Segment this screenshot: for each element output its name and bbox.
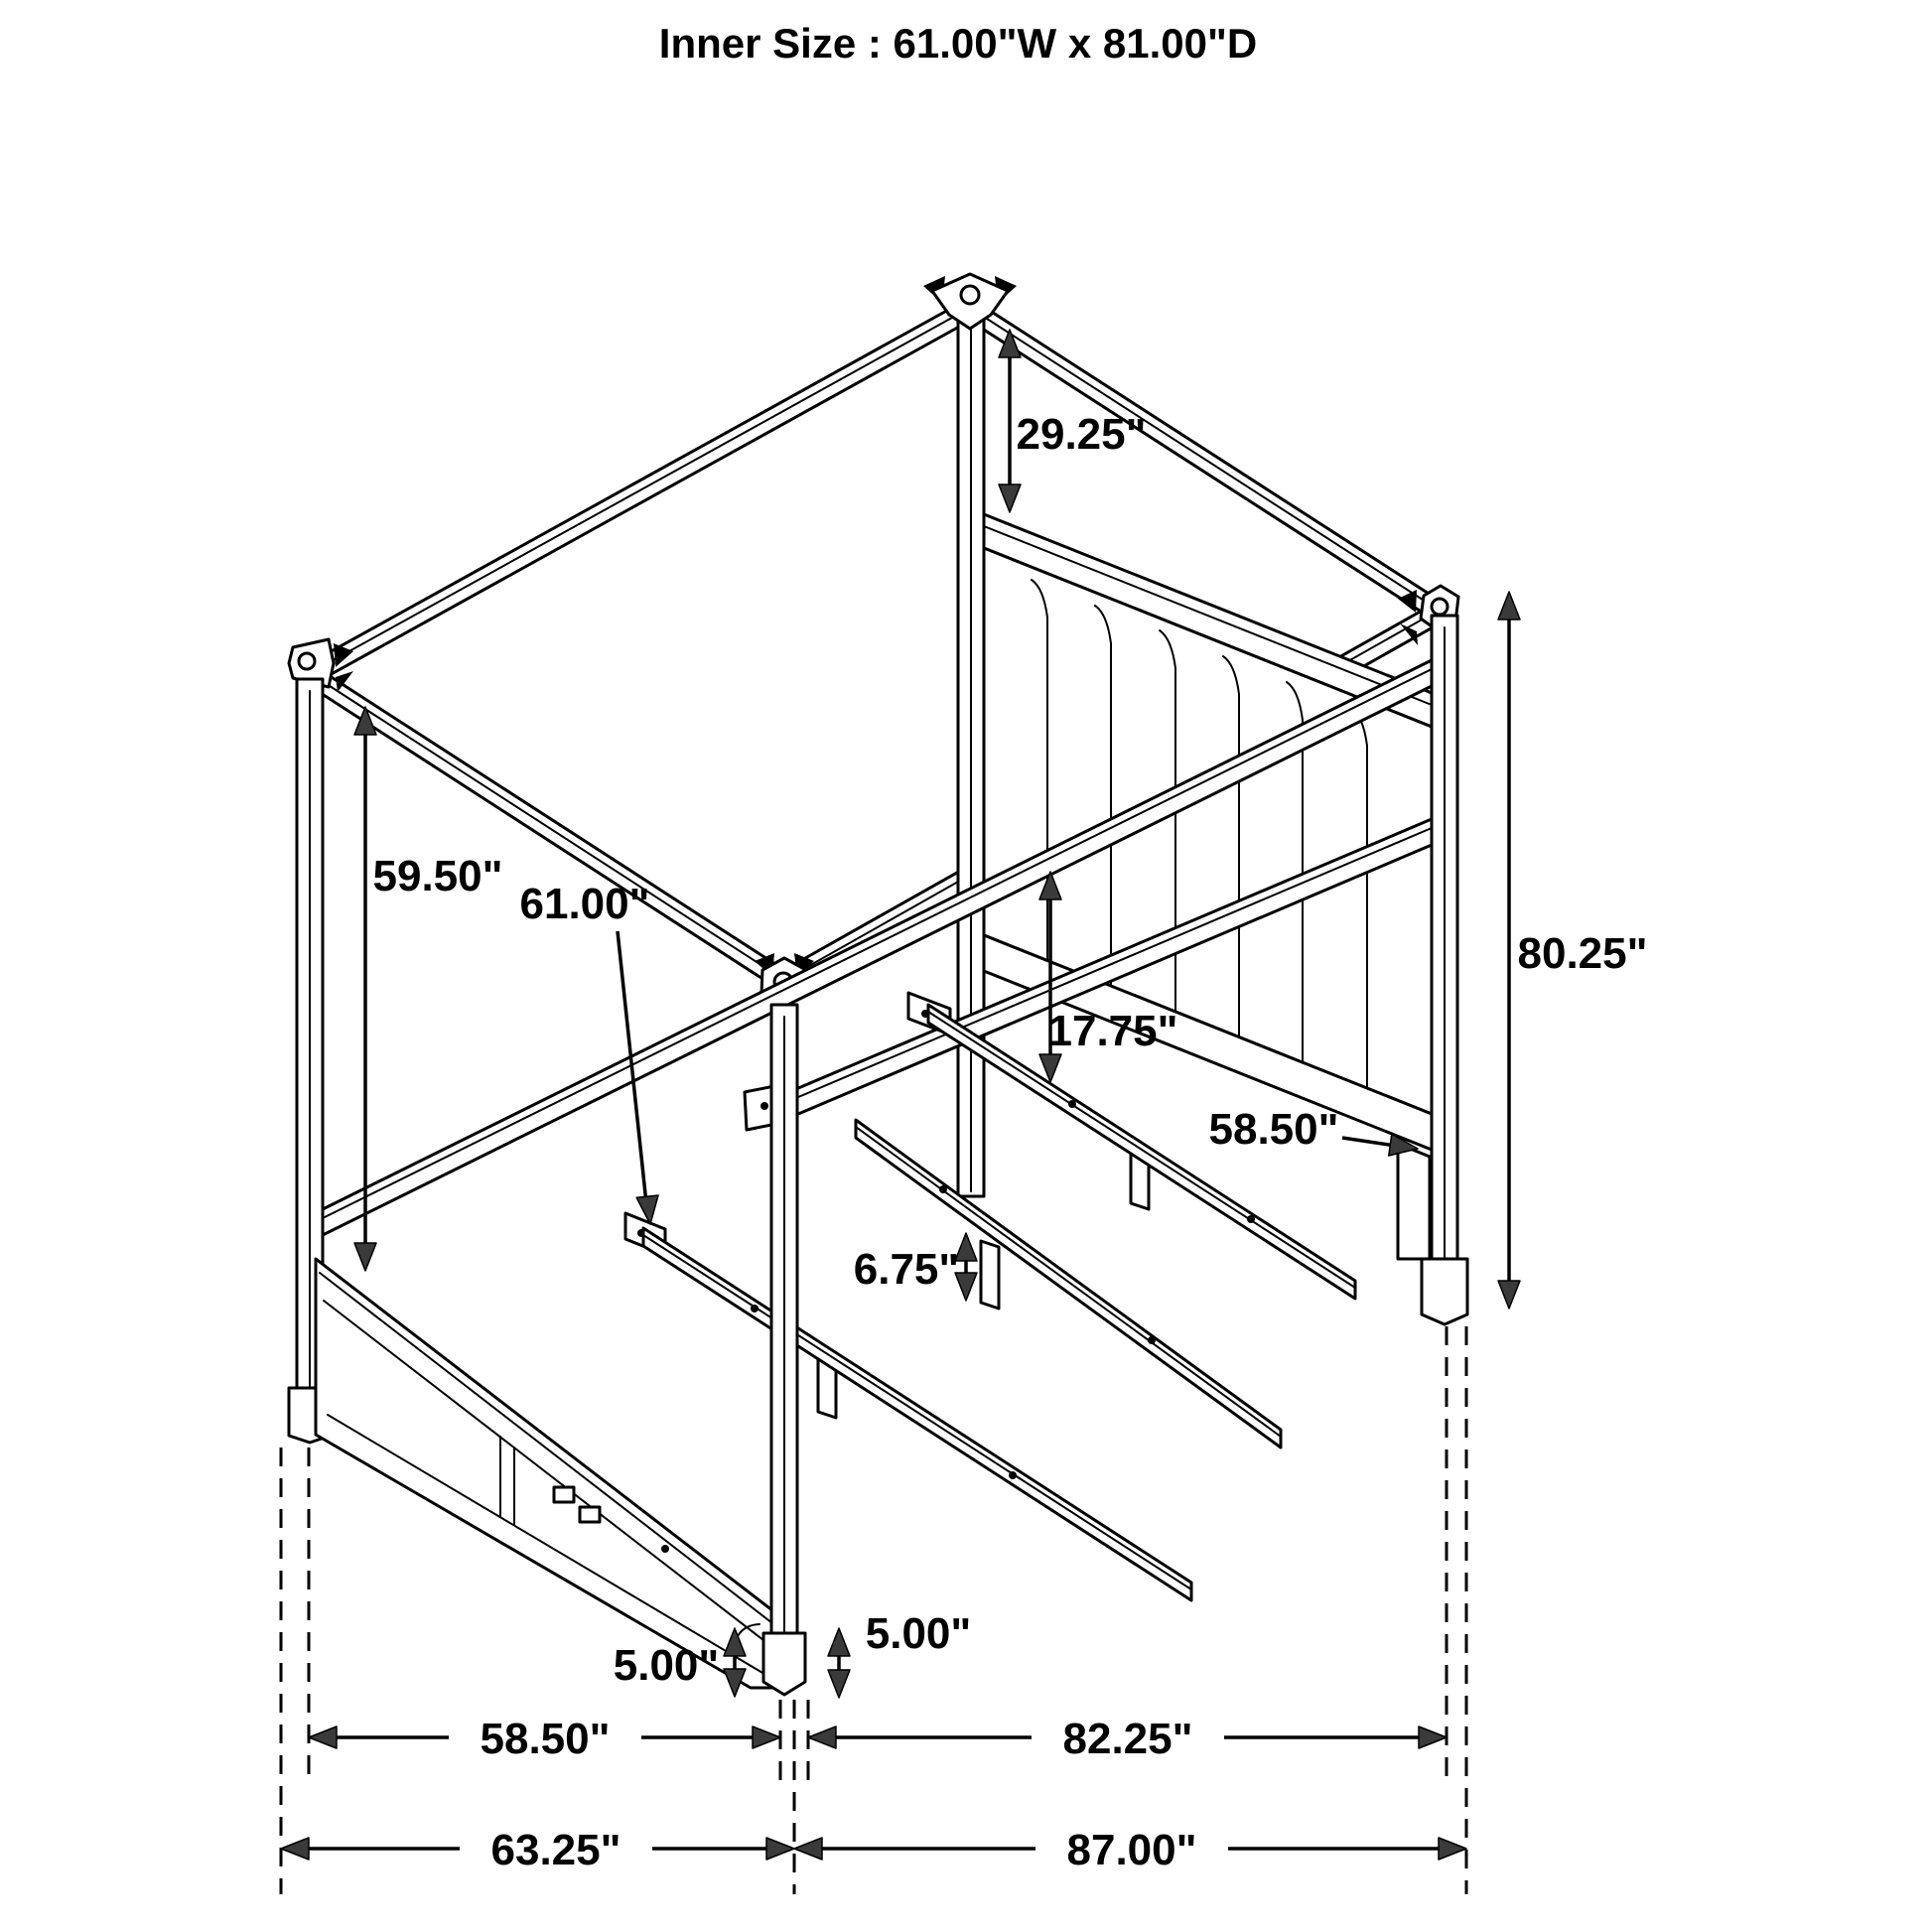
label-footboard-span: 58.50" bbox=[480, 1715, 611, 1763]
drawer-pull bbox=[580, 1507, 600, 1522]
back-post bbox=[958, 316, 984, 1196]
right-post-foot bbox=[1422, 1259, 1467, 1324]
dimension-overall-depth bbox=[794, 1821, 1466, 1876]
dimension-post-above-headboard bbox=[999, 330, 1146, 512]
label-inner-width: 61.00" bbox=[519, 880, 650, 928]
label-side-foot-height: 5.00" bbox=[865, 1609, 972, 1658]
label-canopy-to-footboard: 59.50" bbox=[372, 852, 503, 900]
footboard bbox=[316, 1259, 794, 1688]
label-overall-width: 63.25" bbox=[490, 1826, 621, 1874]
dimension-side-foot-height bbox=[828, 1609, 971, 1698]
label-overall-height: 80.25" bbox=[1517, 929, 1648, 978]
label-headboard-width: 58.50" bbox=[1208, 1105, 1339, 1154]
label-rail-height: 17.75" bbox=[1047, 1007, 1178, 1055]
label-slat-leg-height: 6.75" bbox=[853, 1245, 960, 1294]
dimension-overall-width bbox=[281, 1821, 794, 1876]
dimension-side-span bbox=[808, 1710, 1447, 1765]
label-post-above-headboard: 29.25" bbox=[1016, 410, 1147, 459]
dimension-overall-height bbox=[1498, 592, 1647, 1309]
drawer-pull bbox=[554, 1487, 574, 1502]
page-title: Inner Size : 61.00"W x 81.00"D bbox=[658, 20, 1258, 67]
headboard-leg bbox=[1398, 1144, 1430, 1259]
label-overall-depth: 87.00" bbox=[1066, 1826, 1197, 1874]
label-front-foot-height: 5.00" bbox=[613, 1641, 720, 1690]
slat-leg bbox=[981, 1241, 999, 1309]
dimension-footboard-span bbox=[309, 1710, 780, 1765]
dimension-slat-leg-height bbox=[854, 1233, 977, 1301]
front-post-foot bbox=[763, 1633, 805, 1695]
label-side-span: 82.25" bbox=[1062, 1715, 1193, 1763]
